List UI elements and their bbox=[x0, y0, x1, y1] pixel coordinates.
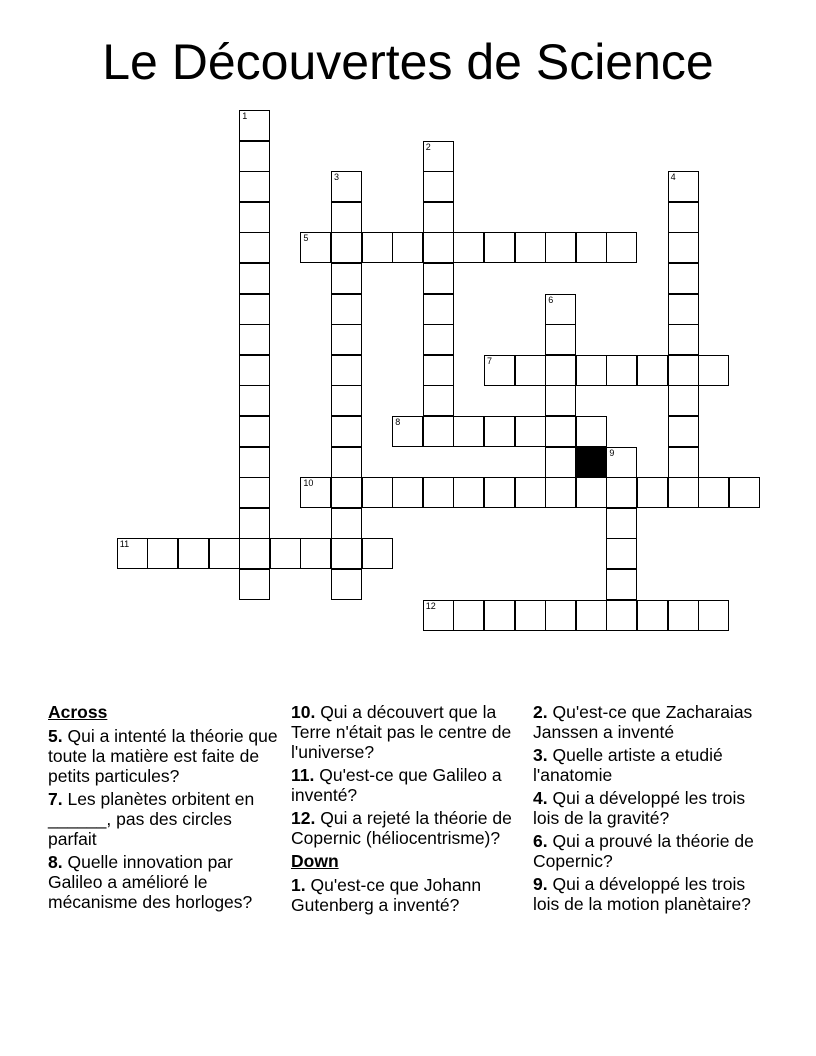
cell-number: 4 bbox=[670, 172, 676, 183]
grid-cell[interactable] bbox=[362, 538, 393, 569]
grid-cell[interactable] bbox=[239, 385, 270, 416]
grid-cell[interactable] bbox=[729, 477, 760, 508]
grid-cell[interactable] bbox=[606, 355, 637, 386]
grid-cell[interactable] bbox=[423, 477, 454, 508]
grid-cell[interactable] bbox=[117, 538, 148, 569]
grid-cell[interactable] bbox=[576, 477, 607, 508]
grid-cell[interactable] bbox=[300, 538, 331, 569]
cell-number: 8 bbox=[395, 417, 401, 427]
across-heading: Across bbox=[48, 702, 108, 722]
grid-cell[interactable] bbox=[331, 569, 362, 600]
grid-cell[interactable] bbox=[545, 477, 576, 508]
cell-number: 12 bbox=[425, 600, 436, 611]
grid-cell[interactable] bbox=[392, 477, 423, 508]
clue-down-4: 4. Qui a développé les trois lois de la gravité? bbox=[533, 788, 746, 828]
grid-cell[interactable] bbox=[239, 263, 270, 294]
grid-cell[interactable] bbox=[331, 171, 362, 202]
grid-cell[interactable] bbox=[392, 416, 423, 447]
grid-cell[interactable] bbox=[515, 600, 546, 631]
grid-cell[interactable] bbox=[698, 477, 729, 508]
grid-cell[interactable] bbox=[239, 569, 270, 600]
grid-cell[interactable] bbox=[545, 294, 576, 325]
grid-cell[interactable] bbox=[668, 477, 699, 508]
grid-cell[interactable] bbox=[545, 447, 576, 478]
grid-cell[interactable] bbox=[331, 294, 362, 325]
grid-cell[interactable] bbox=[300, 232, 331, 263]
grid-cell[interactable] bbox=[300, 477, 331, 508]
down-heading: Down bbox=[291, 851, 339, 871]
grid-cell[interactable] bbox=[637, 600, 668, 631]
grid-cell[interactable] bbox=[423, 202, 454, 233]
clue-across-11: 11. Qu'est-ce que Galileo a inventé? bbox=[291, 765, 502, 805]
grid-cell[interactable] bbox=[423, 294, 454, 325]
grid-cell[interactable] bbox=[484, 416, 515, 447]
grid-cell[interactable] bbox=[423, 171, 454, 202]
grid-cell[interactable] bbox=[331, 416, 362, 447]
grid-cell[interactable] bbox=[423, 416, 454, 447]
grid-cell[interactable] bbox=[545, 385, 576, 416]
grid-cell[interactable] bbox=[545, 355, 576, 386]
grid-cell[interactable] bbox=[606, 600, 637, 631]
grid-cell[interactable] bbox=[668, 232, 699, 263]
grid-cell[interactable] bbox=[239, 294, 270, 325]
grid-cell[interactable] bbox=[331, 263, 362, 294]
grid-cell[interactable] bbox=[239, 508, 270, 539]
grid-cell[interactable] bbox=[423, 232, 454, 263]
grid-cell[interactable] bbox=[576, 232, 607, 263]
grid-cell[interactable] bbox=[331, 232, 362, 263]
grid-cell[interactable] bbox=[668, 171, 699, 202]
grid-cell[interactable] bbox=[239, 416, 270, 447]
grid-cell[interactable] bbox=[545, 232, 576, 263]
grid-cell[interactable] bbox=[331, 508, 362, 539]
grid-cell[interactable] bbox=[576, 600, 607, 631]
clues-column-3 bbox=[533, 702, 769, 917]
grid-cell[interactable] bbox=[576, 355, 607, 386]
grid-cell[interactable] bbox=[453, 416, 484, 447]
grid-cell[interactable] bbox=[453, 232, 484, 263]
grid-cell[interactable] bbox=[545, 416, 576, 447]
grid-cell[interactable] bbox=[484, 600, 515, 631]
grid-cell[interactable] bbox=[423, 355, 454, 386]
grid-cell[interactable] bbox=[239, 202, 270, 233]
grid-cell[interactable] bbox=[698, 600, 729, 631]
grid-cell[interactable] bbox=[453, 600, 484, 631]
grid-cell[interactable] bbox=[668, 202, 699, 233]
grid-cell[interactable] bbox=[668, 416, 699, 447]
grid-cell[interactable] bbox=[576, 416, 607, 447]
cell-number: 3 bbox=[334, 172, 340, 183]
clues-column-1 bbox=[48, 702, 284, 915]
grid-cell[interactable] bbox=[239, 110, 270, 141]
grid-cell[interactable] bbox=[423, 263, 454, 294]
grid-cell[interactable] bbox=[178, 538, 209, 569]
grid-cell[interactable] bbox=[270, 538, 301, 569]
grid-cell[interactable] bbox=[515, 355, 546, 386]
grid-cell[interactable] bbox=[606, 477, 637, 508]
grid-cell[interactable] bbox=[515, 477, 546, 508]
cell-number: 7 bbox=[487, 355, 493, 366]
grid-cell[interactable] bbox=[423, 385, 454, 416]
grid-cell[interactable] bbox=[484, 477, 515, 508]
grid-cell[interactable] bbox=[239, 141, 270, 172]
grid-cell[interactable] bbox=[147, 538, 178, 569]
grid-cell[interactable] bbox=[362, 477, 393, 508]
clue-down-6: 6. Qui a prouvé la théorie de Copernic? bbox=[533, 831, 754, 871]
grid-cell[interactable] bbox=[668, 263, 699, 294]
clue-down-3: 3. Quelle artiste a etudié l'anatomie bbox=[533, 745, 723, 785]
cell-number: 11 bbox=[119, 539, 130, 550]
clue-across-7: 7. Les planètes orbitent en ______, pas des circles parfait bbox=[48, 789, 255, 849]
clue-across-12: 12. Qui a rejeté la théorie de Copernic (héliocentrisme)? bbox=[291, 808, 512, 848]
clue-across-8: 8. Quelle innovation par Galileo a amélioré le mécanisme des horloges? bbox=[48, 852, 253, 912]
clue-down-2: 2. Qu'est-ce que Zacharaias Janssen a inventé bbox=[533, 702, 753, 742]
grid-cell[interactable] bbox=[698, 355, 729, 386]
grid-cell[interactable] bbox=[331, 385, 362, 416]
grid-cell[interactable] bbox=[239, 447, 270, 478]
clue-across-5: 5. Qui a intenté la théorie que toute la matière est faite de petits particules? bbox=[48, 726, 278, 786]
grid-cell[interactable] bbox=[209, 538, 240, 569]
grid-cell[interactable] bbox=[668, 324, 699, 355]
grid-cell[interactable] bbox=[423, 141, 454, 172]
grid-cell[interactable] bbox=[515, 232, 546, 263]
grid-cell[interactable] bbox=[668, 385, 699, 416]
grid-cell[interactable] bbox=[668, 294, 699, 325]
grid-cell[interactable] bbox=[606, 508, 637, 539]
grid-cell[interactable] bbox=[239, 324, 270, 355]
grid-cell[interactable] bbox=[484, 355, 515, 386]
grid-cell[interactable] bbox=[239, 232, 270, 263]
grid-cell[interactable] bbox=[423, 600, 454, 631]
grid-cell[interactable] bbox=[331, 538, 362, 569]
clue-down-9: 9. Qui a développé les trois lois de la motion planètaire? bbox=[533, 874, 751, 914]
grid-cell[interactable] bbox=[362, 232, 393, 263]
cell-number: 10 bbox=[303, 478, 314, 489]
grid-cell[interactable] bbox=[545, 324, 576, 355]
grid-cell[interactable] bbox=[331, 355, 362, 386]
grid-cell[interactable] bbox=[392, 232, 423, 263]
grid-cell[interactable] bbox=[239, 171, 270, 202]
grid-cell[interactable] bbox=[239, 355, 270, 386]
grid-cell[interactable] bbox=[331, 324, 362, 355]
clues-column-2 bbox=[291, 702, 527, 918]
grid-cell[interactable] bbox=[239, 477, 270, 508]
cell-number: 5 bbox=[303, 233, 309, 244]
grid-cell[interactable] bbox=[606, 232, 637, 263]
grid-cell[interactable] bbox=[331, 447, 362, 478]
cell-number: 2 bbox=[425, 141, 431, 152]
clue-across-10: 10. Qui a découvert que la Terre n'était pas le centre de l'universe? bbox=[291, 702, 512, 762]
grid-cell[interactable] bbox=[331, 477, 362, 508]
cell-number: 6 bbox=[548, 294, 554, 305]
grid-cell[interactable] bbox=[606, 569, 637, 600]
grid-cell[interactable] bbox=[453, 477, 484, 508]
grid-cell[interactable] bbox=[668, 447, 699, 478]
cell-number: 9 bbox=[609, 447, 615, 458]
grid-cell[interactable] bbox=[668, 355, 699, 386]
grid-cell[interactable] bbox=[515, 416, 546, 447]
grid-cell[interactable] bbox=[484, 232, 515, 263]
grid-cell[interactable] bbox=[545, 600, 576, 631]
grid-cell[interactable] bbox=[423, 324, 454, 355]
cell-number: 1 bbox=[242, 111, 248, 121]
grid-cell[interactable] bbox=[637, 477, 668, 508]
grid-cell[interactable] bbox=[606, 538, 637, 569]
puzzle-title: Le Découvertes de Science bbox=[102, 34, 714, 90]
grid-cell[interactable] bbox=[668, 600, 699, 631]
grid-cell[interactable] bbox=[606, 447, 637, 478]
grid-cell[interactable] bbox=[331, 202, 362, 233]
black-cell bbox=[576, 447, 607, 478]
grid-cell[interactable] bbox=[239, 538, 270, 569]
grid-cell[interactable] bbox=[637, 355, 668, 386]
clue-down-1: 1. Qu'est-ce que Johann Gutenberg a inventé? bbox=[291, 875, 482, 915]
